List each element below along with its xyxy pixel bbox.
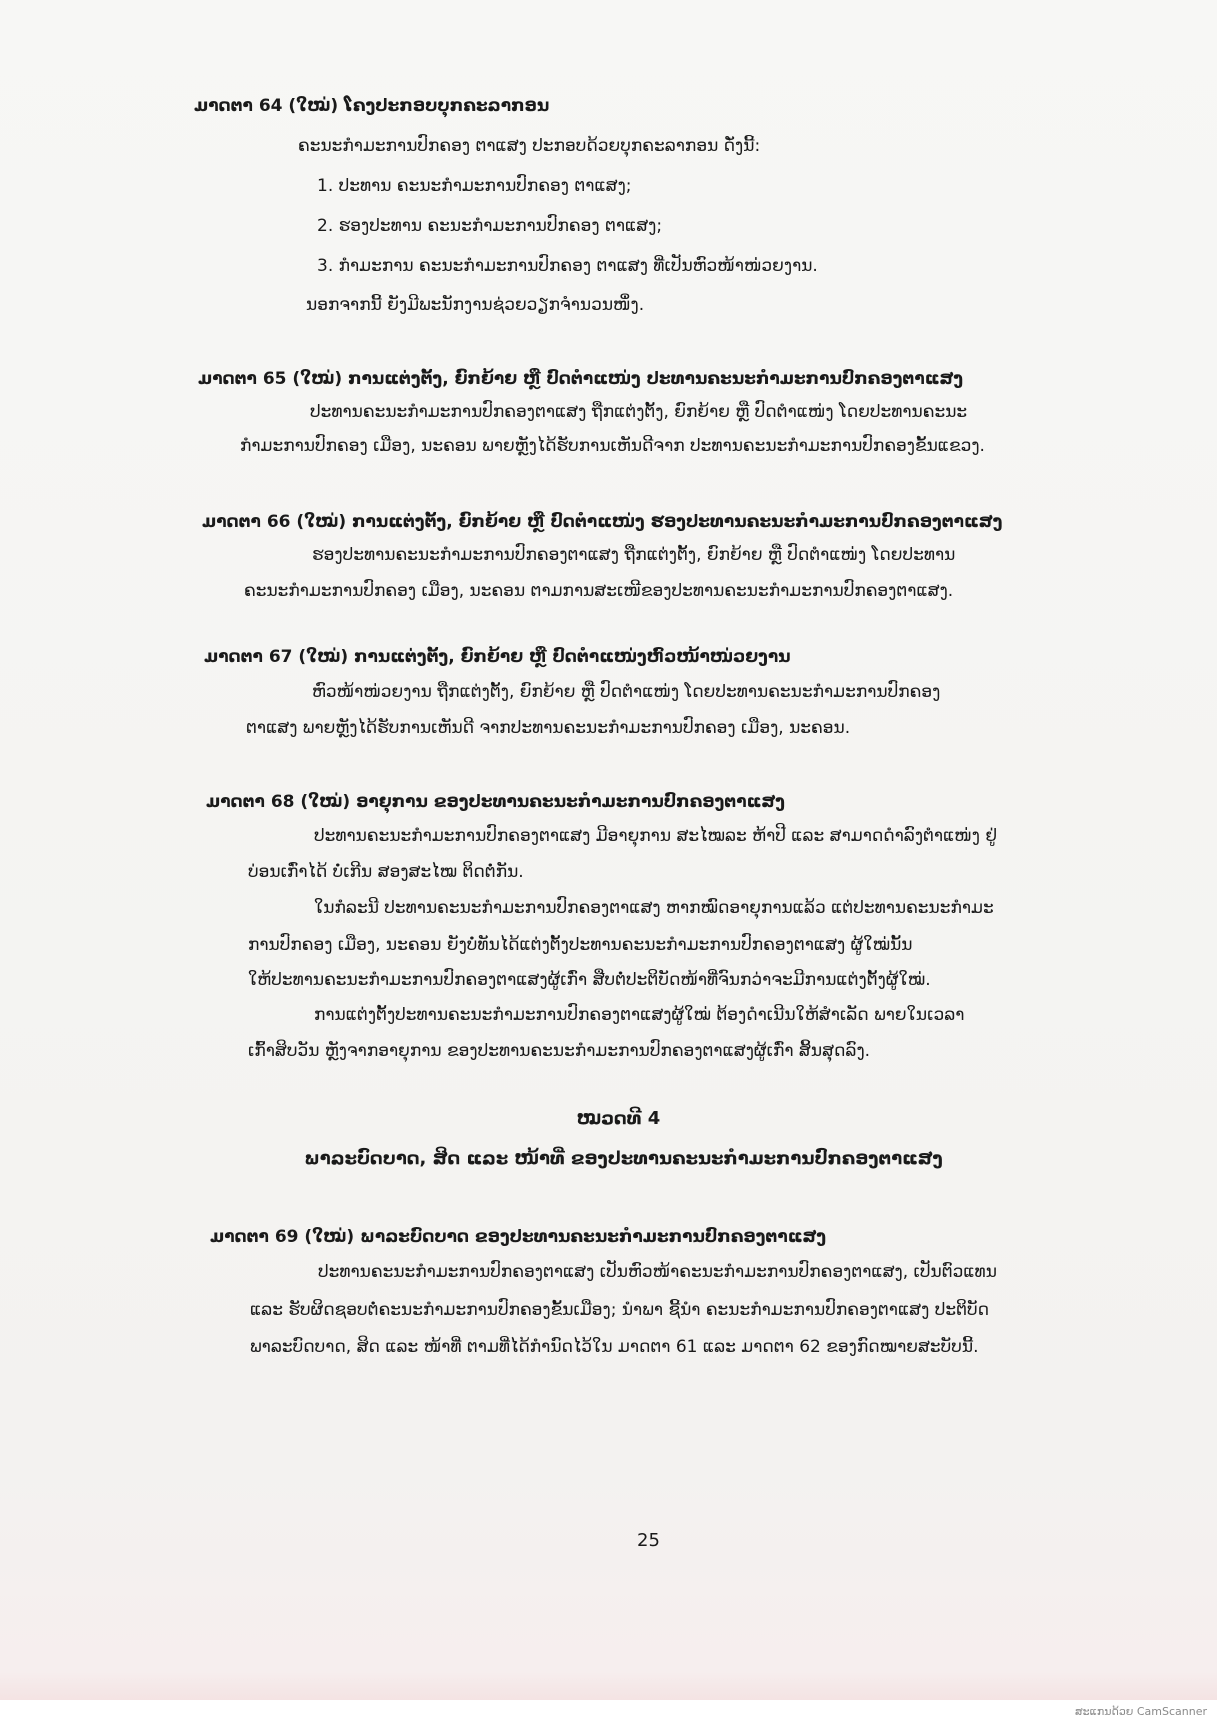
article-67-line-1: ຫົວໜ້າໜ່ວຍງານ ຖືກແຕ່ງຕັ້ງ, ຍົກຍ້າຍ ຫຼື ປົດຕຳແໜ່ງ ໂດຍປະທານຄະນະກຳມະການປົກຄອງ (312, 682, 941, 702)
article-64-item-3: 3. ກຳມະການ ຄະນະກຳມະການປົກຄອງ ຕາແສງ ທີ່ເປັນຫົວໜ້າໜ່ວຍງານ. (317, 256, 818, 276)
article-67-title: ມາດຕາ 67 (ໃໝ່) ການແຕ່ງຕັ້ງ, ຍົກຍ້າຍ ຫຼື ປົດຕຳແໜ່ງຫົວໜ້າໜ່ວຍງານ (204, 647, 791, 667)
article-64-item-1: 1. ປະທານ ຄະນະກຳມະການປົກຄອງ ຕາແສງ; (317, 176, 632, 196)
article-69-line-1: ປະທານຄະນະກຳມະການປົກຄອງຕາແສງ ເປັນຫົວໜ້າຄະນະກຳມະການປົກຄອງຕາແສງ, ເປັນຕົວແທນ (318, 1262, 997, 1282)
article-64-item-2: 2. ຮອງປະທານ ຄະນະກຳມະການປົກຄອງ ຕາແສງ; (317, 216, 663, 236)
section-number: ໝວດທີ 4 (576, 1108, 661, 1129)
article-65-line-1: ປະທານຄະນະກຳມະການປົກຄອງຕາແສງ ຖືກແຕ່ງຕັ້ງ, ຍົກຍ້າຍ ຫຼື ປົດຕຳແໜ່ງ ໂດຍປະທານຄະນະ (310, 402, 968, 422)
article-67-line-2: ຕາແສງ ພາຍຫຼັງໄດ້ຮັບການເຫັນດີ ຈາກປະທານຄະນະກຳມະການປົກຄອງ ເມືອງ, ນະຄອນ. (246, 718, 851, 738)
section-title: ພາລະບົດບາດ, ສິດ ແລະ ໜ້າທີ່ ຂອງປະທານຄະນະກຳມະການປົກຄອງຕາແສງ (304, 1148, 943, 1169)
article-68-line-1: ປະທານຄະນະກຳມະການປົກຄອງຕາແສງ ມີອາຍຸການ ສະໄໝລະ ຫ້າປີ ແລະ ສາມາດດຳລົງຕຳແໜ່ງ ຢູ່ (314, 826, 998, 846)
article-69-line-2: ແລະ ຮັບຜິດຊອບຕໍ່ຄະນະກຳມະການປົກຄອງຂັ້ນເມືອງ; ນຳພາ ຊີ້ນຳ ຄະນະກຳມະການປົກຄອງຕາແສງ ປະຕິບັດ (250, 1300, 989, 1320)
article-68-line-5: ໃຫ້ປະທານຄະນະກຳມະການປົກຄອງຕາແສງຜູ້ເກົ່າ ສືບຕໍ່ປະຕິບັດໜ້າທີ່ຈົນກວ່າຈະມີການແຕ່ງຕັ້ງຜູ້ໃໝ່. (248, 970, 931, 990)
article-68-line-4: ການປົກຄອງ ເມືອງ, ນະຄອນ ຍັງບໍ່ທັນໄດ້ແຕ່ງຕັ້ງປະທານຄະນະກຳມະການປົກຄອງຕາແສງ ຜູ້ໃໝ່ນັ້ນ (248, 935, 913, 955)
article-66-title: ມາດຕາ 66 (ໃໝ່) ການແຕ່ງຕັ້ງ, ຍົກຍ້າຍ ຫຼື ປົດຕຳແໜ່ງ ຮອງປະທານຄະນະກຳມະການປົກຄອງຕາແສງ (202, 512, 1003, 532)
scan-footer-bar (0, 1700, 1217, 1723)
article-64-intro: ຄະນະກຳມະການປົກຄອງ ຕາແສງ ປະກອບດ້ວຍບຸກຄະລາກອນ ດັ່ງນີ້: (298, 136, 761, 156)
article-65-title: ມາດຕາ 65 (ໃໝ່) ການແຕ່ງຕັ້ງ, ຍົກຍ້າຍ ຫຼື ປົດຕຳແໜ່ງ ປະທານຄະນະກຳມະການປົກຄອງຕາແສງ (198, 369, 964, 389)
article-64-title: ມາດຕາ 64 (ໃໝ່) ໂຄງປະກອບບຸກຄະລາກອນ (194, 96, 550, 116)
article-68-line-2: ບ່ອນເກົ່າໄດ້ ບໍ່ເກີນ ສອງສະໄໝ ຕິດຕໍ່ກັນ. (248, 862, 524, 882)
article-69-line-3: ພາລະບົດບາດ, ສິດ ແລະ ໜ້າທີ່ ຕາມທີ່ໄດ້ກຳນົດໄວ້ໃນ ມາດຕາ 61 ແລະ ມາດຕາ 62 ຂອງກົດໝາຍສະບັບນີ້. (250, 1337, 979, 1357)
article-68-line-6: ການແຕ່ງຕັ້ງປະທານຄະນະກຳມະການປົກຄອງຕາແສງຜູ້ໃໝ່ ຕ້ອງດຳເນີນໃຫ້ສຳເລັດ ພາຍໃນເວລາ (314, 1005, 965, 1025)
camscanner-watermark: ສະແກນດ້ວຍ CamScanner (1074, 1705, 1207, 1718)
page-number: 25 (637, 1530, 660, 1551)
article-69-title: ມາດຕາ 69 (ໃໝ່) ພາລະບົດບາດ ຂອງປະທານຄະນະກຳມະການປົກຄອງຕາແສງ (210, 1227, 827, 1247)
article-68-line-7: ເກົ້າສິບວັນ ຫຼັງຈາກອາຍຸການ ຂອງປະທານຄະນະກຳມະການປົກຄອງຕາແສງຜູ້ເກົ່າ ສິ້ນສຸດລົງ. (248, 1041, 871, 1061)
article-68-line-3: ໃນກໍລະນີ ປະທານຄະນະກຳມະການປົກຄອງຕາແສງ ຫາກໝົດອາຍຸການແລ້ວ ແຕ່ປະທານຄະນະກຳມະ (314, 898, 994, 918)
article-64-note: ນອກຈາກນີ້ ຍັງມີພະນັກງານຊ່ວຍວຽກຈຳນວນໜຶ່ງ. (306, 295, 645, 315)
article-65-line-2: ກຳມະການປົກຄອງ ເມືອງ, ນະຄອນ ພາຍຫຼັງໄດ້ຮັບການເຫັນດີຈາກ ປະທານຄະນະກຳມະການປົກຄອງຂັ້ນແຂວງ. (240, 436, 985, 456)
article-66-line-1: ຮອງປະທານຄະນະກຳມະການປົກຄອງຕາແສງ ຖືກແຕ່ງຕັ້ງ, ຍົກຍ້າຍ ຫຼື ປົດຕຳແໜ່ງ ໂດຍປະທານ (312, 545, 956, 565)
article-68-title: ມາດຕາ 68 (ໃໝ່) ອາຍຸການ ຂອງປະທານຄະນະກຳມະການປົກຄອງຕາແສງ (206, 792, 785, 812)
article-66-line-2: ຄະນະກຳມະການປົກຄອງ ເມືອງ, ນະຄອນ ຕາມການສະເໜີຂອງປະທານຄະນະກຳມະການປົກຄອງຕາແສງ. (244, 581, 954, 601)
